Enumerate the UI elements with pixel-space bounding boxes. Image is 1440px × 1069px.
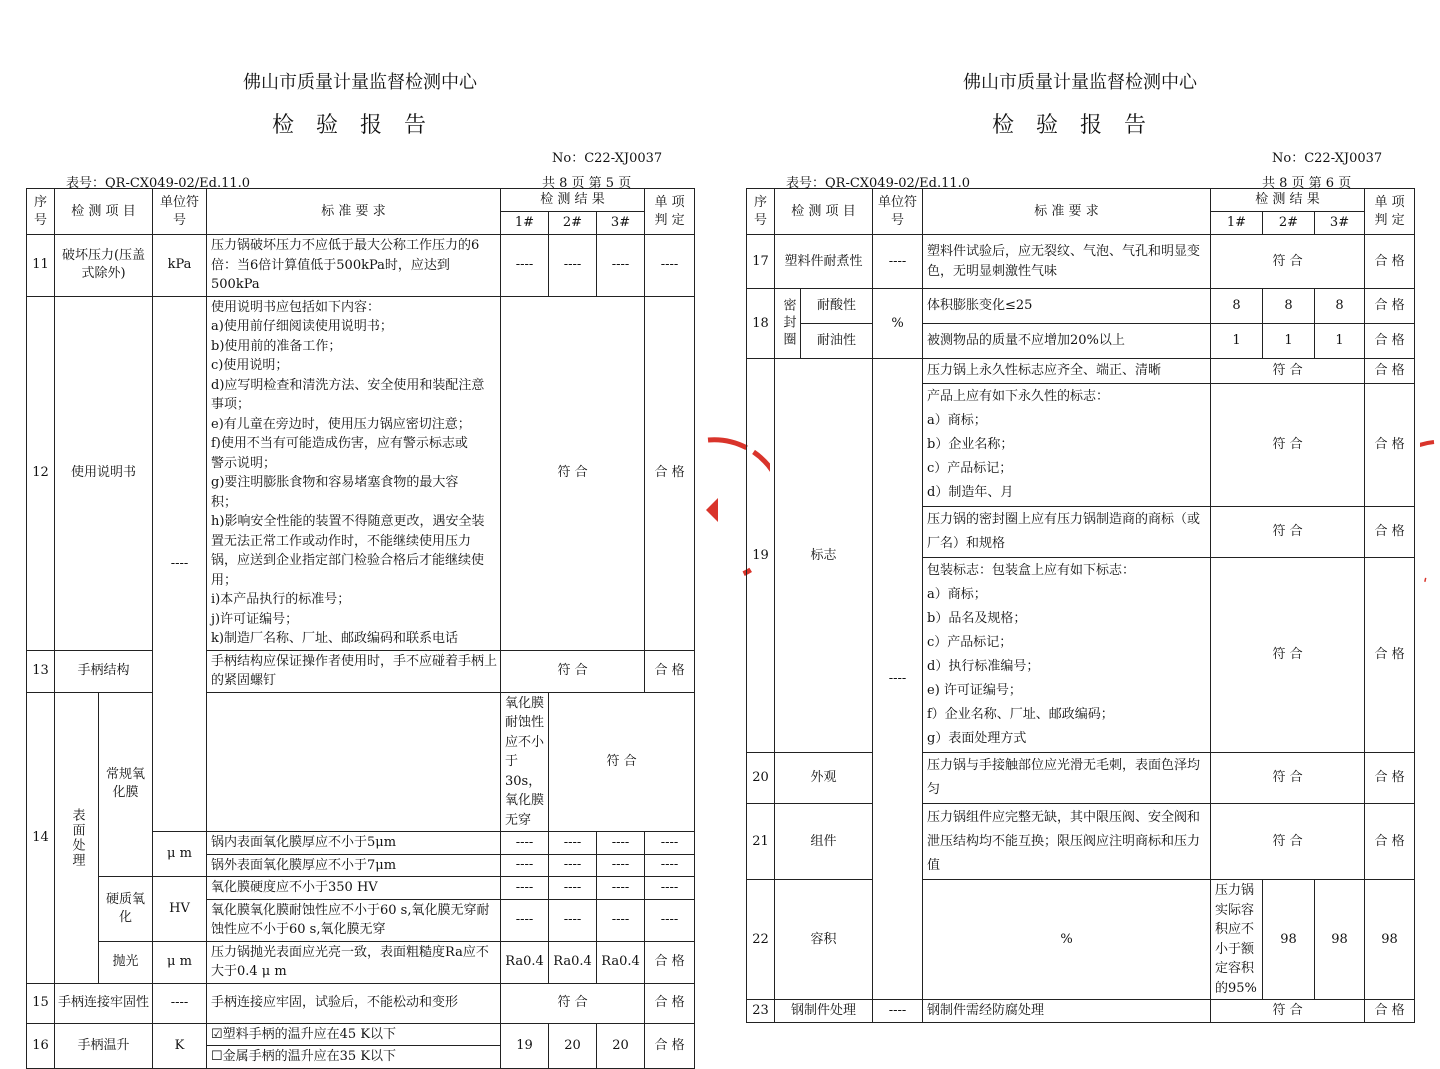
row-result-3: ---- xyxy=(597,899,645,941)
row-result: 符 合 xyxy=(1211,1000,1365,1023)
table-row xyxy=(747,359,1415,384)
row-result-1: ---- xyxy=(501,877,549,900)
row-judgement: ---- xyxy=(645,877,695,900)
report-title: 检验报告 xyxy=(991,113,1168,138)
row-judgement: 合 格 xyxy=(1365,235,1415,289)
page-indicator: 共 8 页 第 5 页 xyxy=(542,176,632,191)
row-requirement: 压力锅与手接触部位应光滑无毛刺，表面色泽均匀 xyxy=(923,753,1211,804)
row-number: 18 xyxy=(747,289,775,359)
row-judgement: 合 格 xyxy=(645,296,695,650)
row-judgement: 合 格 xyxy=(1365,384,1415,507)
row-result-3: 98 xyxy=(1365,880,1415,1000)
row-result-3: ---- xyxy=(597,832,645,855)
row-result: 符 合 xyxy=(1211,359,1365,384)
req-line: 警示说明； xyxy=(211,455,277,471)
table-row xyxy=(747,1000,1415,1023)
row-judgement: ---- xyxy=(645,832,695,855)
table-row xyxy=(747,753,1415,804)
sub-item: 耐油性 xyxy=(801,324,873,359)
row-judgement: 合 格 xyxy=(1365,359,1415,384)
sub-item: 耐酸性 xyxy=(801,289,873,324)
row-result-3: Ra0.4 xyxy=(597,941,645,983)
row-requirement: 锅内表面氧化膜厚应不小于5μm xyxy=(207,832,501,855)
row-result-3: 8 xyxy=(1315,289,1365,324)
row-item: 手柄连接牢固性 xyxy=(55,983,153,1023)
row-result: 符 合 xyxy=(1211,507,1365,558)
row-item: 标志 xyxy=(775,359,873,753)
row-result-3: 20 xyxy=(597,1023,645,1068)
row-requirement: 体积膨胀变化≤25 xyxy=(923,289,1211,324)
row-requirement: 钢制件需经防腐处理 xyxy=(923,1000,1211,1023)
header-seq: 序号 xyxy=(747,189,775,235)
row-item: 表面处理 xyxy=(55,692,99,983)
org-name: 佛山市质量计量监督检测中心 xyxy=(243,72,477,93)
row-requirement: 压力锅组件应完整无缺，其中限压阀、安全阀和泄压结构均不能互换；限压阀应注明商标和压力值 xyxy=(923,804,1211,880)
row-requirement: 锅外表面氧化膜厚应不小于7μm xyxy=(207,854,501,877)
row-unit: % xyxy=(873,289,923,359)
row-requirement: 被测物品的质量不应增加20%以上 xyxy=(923,324,1211,359)
row-result-1: 8 xyxy=(1211,289,1263,324)
header-requirement: 标 准 要 求 xyxy=(923,189,1211,235)
row-number: 15 xyxy=(27,983,55,1023)
row-item: 塑料件耐煮性 xyxy=(775,235,873,289)
header-requirement: 标 准 要 求 xyxy=(207,189,501,235)
row-unit xyxy=(207,692,501,832)
row-unit: ---- xyxy=(873,235,923,289)
form-number: 表号：QR-CX049-02/Ed.11.0 xyxy=(66,176,251,191)
row-result: 符 合 xyxy=(501,296,645,650)
row-number: 23 xyxy=(747,1000,775,1023)
row-result: 符 合 xyxy=(549,692,695,832)
row-judgement: 合 格 xyxy=(645,1023,695,1068)
row-judgement: 合 格 xyxy=(645,941,695,983)
row-judgement: ---- xyxy=(645,854,695,877)
row-judgement: 合 格 xyxy=(645,983,695,1023)
req-line: c）产品标记； xyxy=(927,635,1013,650)
table-row xyxy=(747,324,1415,359)
row-result-3: ---- xyxy=(597,235,645,297)
row-result-3: ---- xyxy=(597,877,645,900)
org-name: 佛山市质量计量监督检测中心 xyxy=(963,72,1197,93)
row-result-3: ---- xyxy=(597,854,645,877)
row-result-1: Ra0.4 xyxy=(501,941,549,983)
sub-item: 硬质氧化 xyxy=(99,877,153,942)
req-line: d）执行标准编号； xyxy=(927,659,1040,674)
row-result: 符 合 xyxy=(1211,384,1365,507)
row-unit: HV xyxy=(153,877,207,942)
form-number: 表号：QR-CX049-02/Ed.11.0 xyxy=(786,176,971,191)
sub-item: 抛光 xyxy=(99,941,153,983)
header-sample-3: 3# xyxy=(1315,212,1365,235)
req-line: 包装标志：包装盒上应有如下标志： xyxy=(927,563,1136,578)
req-line: a）商标； xyxy=(927,587,987,602)
row-number: 22 xyxy=(747,880,775,1000)
row-result-1: 1 xyxy=(1211,324,1263,359)
row-number: 13 xyxy=(27,650,55,692)
row-requirement: 手柄结构应保证操作者使用时，手不应碰着手柄上的紧固螺钉 xyxy=(207,650,501,692)
row-requirement xyxy=(207,296,501,650)
table-row xyxy=(27,692,695,832)
row-unit: kPa xyxy=(153,235,207,297)
req-line: d)应写明检查和清洗方法、安全使用和装配注意 xyxy=(211,377,485,393)
row-result-1: ---- xyxy=(501,832,549,855)
row-result: 符 合 xyxy=(1211,558,1365,753)
req-line: b）企业名称； xyxy=(927,437,1014,452)
row-judgement: ---- xyxy=(645,235,695,297)
row-item: 破坏压力(压盖式除外) xyxy=(55,235,153,297)
row-requirement: 氧化膜耐蚀性应不小于30s，氧化膜无穿 xyxy=(501,692,549,832)
row-number: 17 xyxy=(747,235,775,289)
row-requirement: 压力锅实际容积应不小于额定容积的95% xyxy=(1211,880,1263,1000)
row-result-2: ---- xyxy=(549,235,597,297)
row-item: 容积 xyxy=(775,880,873,1000)
req-line: c）产品标记； xyxy=(927,461,1013,476)
req-line: i)本产品执行的标准号； xyxy=(211,592,351,607)
req-line: 积； xyxy=(211,494,238,510)
header-sample-1: 1# xyxy=(1211,212,1263,235)
table-row xyxy=(27,235,695,297)
req-line: e)有儿童在旁边时，使用压力锅应密切注意； xyxy=(211,416,471,432)
header-unit: 单位符号 xyxy=(873,189,923,235)
row-requirement: 氧化膜氧化膜耐蚀性应不小于60 s,氧化膜无穿耐蚀性应不小于60 s,氧化膜无穿 xyxy=(207,899,501,941)
row-result-2: 1 xyxy=(1263,324,1315,359)
row-requirement xyxy=(923,558,1211,753)
row-requirement: 压力锅上永久性标志应齐全、端正、清晰 xyxy=(923,359,1211,384)
row-unit: ---- xyxy=(873,359,923,1000)
row-judgement: ---- xyxy=(645,899,695,941)
row-result-2: 98 xyxy=(1315,880,1365,1000)
req-line: f)使用不当有可能造成伤害，应有警示标志或 xyxy=(211,436,468,451)
table-row xyxy=(747,804,1415,880)
header-seq: 序号 xyxy=(27,189,55,235)
req-line: h)影响安全性能的装置不得随意更改，遇安全装 xyxy=(211,514,485,529)
row-judgement: 合 格 xyxy=(1365,1000,1415,1023)
row-item: 外观 xyxy=(775,753,873,804)
row-result: 符 合 xyxy=(1211,804,1365,880)
header-judgement: 单 项判 定 xyxy=(645,189,695,235)
row-number: 19 xyxy=(747,359,775,753)
header-judgement: 单 项判 定 xyxy=(1365,189,1415,235)
table-row xyxy=(27,650,695,692)
row-judgement: 合 格 xyxy=(1365,558,1415,753)
row-result-2: 8 xyxy=(1263,289,1315,324)
row-unit: ---- xyxy=(153,983,207,1023)
report-title: 检验报告 xyxy=(271,113,448,138)
row-unit: μ m xyxy=(153,832,207,877)
inspection-table-left xyxy=(26,188,695,1069)
req-line: c)使用说明； xyxy=(211,358,289,373)
req-line: a)使用前仔细阅读使用说明书； xyxy=(211,319,393,334)
req-line: 置无法正常工作或动作时，不能继续使用压力 xyxy=(211,533,472,549)
row-result-3: 1 xyxy=(1315,324,1365,359)
row-result-1: ---- xyxy=(501,899,549,941)
table-row xyxy=(27,296,695,650)
row-unit: ---- xyxy=(873,1000,923,1023)
row-result-2: ---- xyxy=(549,854,597,877)
row-result: 符 合 xyxy=(1211,235,1365,289)
req-line: j)许可证编号； xyxy=(211,611,299,627)
header-unit: 单位符号 xyxy=(153,189,207,235)
row-number: 20 xyxy=(747,753,775,804)
row-item: 组件 xyxy=(775,804,873,880)
row-result-1: ---- xyxy=(501,854,549,877)
doc-number: No：C22-XJ0037 xyxy=(1272,151,1383,166)
header-sample-2: 2# xyxy=(1263,212,1315,235)
header-sample-1: 1# xyxy=(501,212,549,235)
header-results: 检 测 结 果 xyxy=(501,189,645,212)
row-number: 21 xyxy=(747,804,775,880)
row-requirement xyxy=(923,384,1211,507)
row-number: 14 xyxy=(27,692,55,983)
table-row xyxy=(27,877,695,900)
row-result: 符 合 xyxy=(501,983,645,1023)
row-requirement: 压力锅破坏压力不应低于最大公称工作压力的6倍：当6倍计算值低于500kPa时，应达到500kPa xyxy=(207,235,501,297)
row-requirement: ☑塑料手柄的温升应在45 K以下 xyxy=(207,1023,501,1046)
left-report-page xyxy=(0,0,720,1064)
row-judgement: 合 格 xyxy=(1365,507,1415,558)
table-row xyxy=(27,983,695,1023)
row-unit: μ m xyxy=(153,941,207,983)
row-number: 16 xyxy=(27,1023,55,1068)
row-judgement: 合 格 xyxy=(1365,324,1415,359)
row-result-1: 98 xyxy=(1263,880,1315,1000)
row-result-1: 19 xyxy=(501,1023,549,1068)
inspection-table-right xyxy=(746,188,1415,1023)
table-row xyxy=(27,941,695,983)
req-line: b）品名及规格； xyxy=(927,611,1027,626)
req-line: k)制造厂名称、厂址、邮政编码和联系电话 xyxy=(211,631,458,646)
row-result-2: ---- xyxy=(549,899,597,941)
req-line: 事项； xyxy=(211,397,251,412)
inspection-seal-stamp xyxy=(1420,430,1440,590)
header-item: 检 测 项 目 xyxy=(55,189,153,235)
table-row xyxy=(27,1023,695,1046)
req-line: e) 许可证编号； xyxy=(927,683,1022,698)
req-line: 使用说明书应包括如下内容： xyxy=(211,299,381,315)
row-requirement: ☐金属手柄的温升应在35 K以下 xyxy=(207,1046,501,1069)
row-requirement: 氧化膜硬度应不小于350 HV xyxy=(207,877,501,900)
row-judgement: 合 格 xyxy=(1365,289,1415,324)
req-line: g)要注明膨胀食物和容易堵塞食物的最大容 xyxy=(211,475,459,490)
row-result-2: ---- xyxy=(549,877,597,900)
row-unit: % xyxy=(923,880,1211,1000)
header-sample-3: 3# xyxy=(597,212,645,235)
req-line: g）表面处理方式 xyxy=(927,731,1027,746)
table-row xyxy=(747,289,1415,324)
page-indicator: 共 8 页 第 6 页 xyxy=(1262,176,1352,191)
row-requirement: 压力锅抛光表面应光亮一致，表面粗糙度Ra应不大于0.4 μ m xyxy=(207,941,501,983)
row-number: 11 xyxy=(27,235,55,297)
row-result-2: 20 xyxy=(549,1023,597,1068)
doc-number: No：C22-XJ0037 xyxy=(552,151,663,166)
row-result: 符 合 xyxy=(1211,753,1365,804)
row-result-2: Ra0.4 xyxy=(549,941,597,983)
table-row xyxy=(747,880,1415,1000)
row-result: 符 合 xyxy=(501,650,645,692)
row-judgement: 合 格 xyxy=(1365,753,1415,804)
row-unit: K xyxy=(153,1023,207,1068)
row-requirement: 压力锅的密封圈上应有压力锅制造商的商标（或厂名）和规格 xyxy=(923,507,1211,558)
row-item: 钢制件处理 xyxy=(775,1000,873,1023)
req-line: 锅，应送到企业指定部门检验合格后才能继续使 xyxy=(211,553,485,568)
row-result-1: ---- xyxy=(501,235,549,297)
req-line: f）企业名称、厂址、邮政编码； xyxy=(927,707,1114,722)
req-line: b)使用前的准备工作； xyxy=(211,338,342,354)
row-item: 密封圈 xyxy=(775,289,801,359)
header-item: 检 测 项 目 xyxy=(775,189,873,235)
row-requirement: 塑料件试验后，应无裂纹、气泡、气孔和明显变色，无明显刺激性气味 xyxy=(923,235,1211,289)
header-results: 检 测 结 果 xyxy=(1211,189,1365,212)
sub-item: 常规氧化膜 xyxy=(99,692,153,877)
req-line: d）制造年、月 xyxy=(927,485,1014,500)
row-requirement: 手柄连接应牢固，试验后，不能松动和变形 xyxy=(207,983,501,1023)
header-sample-2: 2# xyxy=(549,212,597,235)
req-line: 产品上应有如下永久性的标志： xyxy=(927,389,1110,404)
row-judgement: 合 格 xyxy=(1365,804,1415,880)
row-item: 手柄结构 xyxy=(55,650,153,692)
req-line: 用； xyxy=(211,572,238,588)
row-result-2: ---- xyxy=(549,832,597,855)
row-unit: ---- xyxy=(153,296,207,832)
row-number: 12 xyxy=(27,296,55,650)
row-item: 使用说明书 xyxy=(55,296,153,650)
row-judgement: 合 格 xyxy=(645,650,695,692)
right-report-page xyxy=(720,0,1440,1018)
row-item: 手柄温升 xyxy=(55,1023,153,1068)
table-row xyxy=(747,235,1415,289)
req-line: a）商标； xyxy=(927,413,987,428)
